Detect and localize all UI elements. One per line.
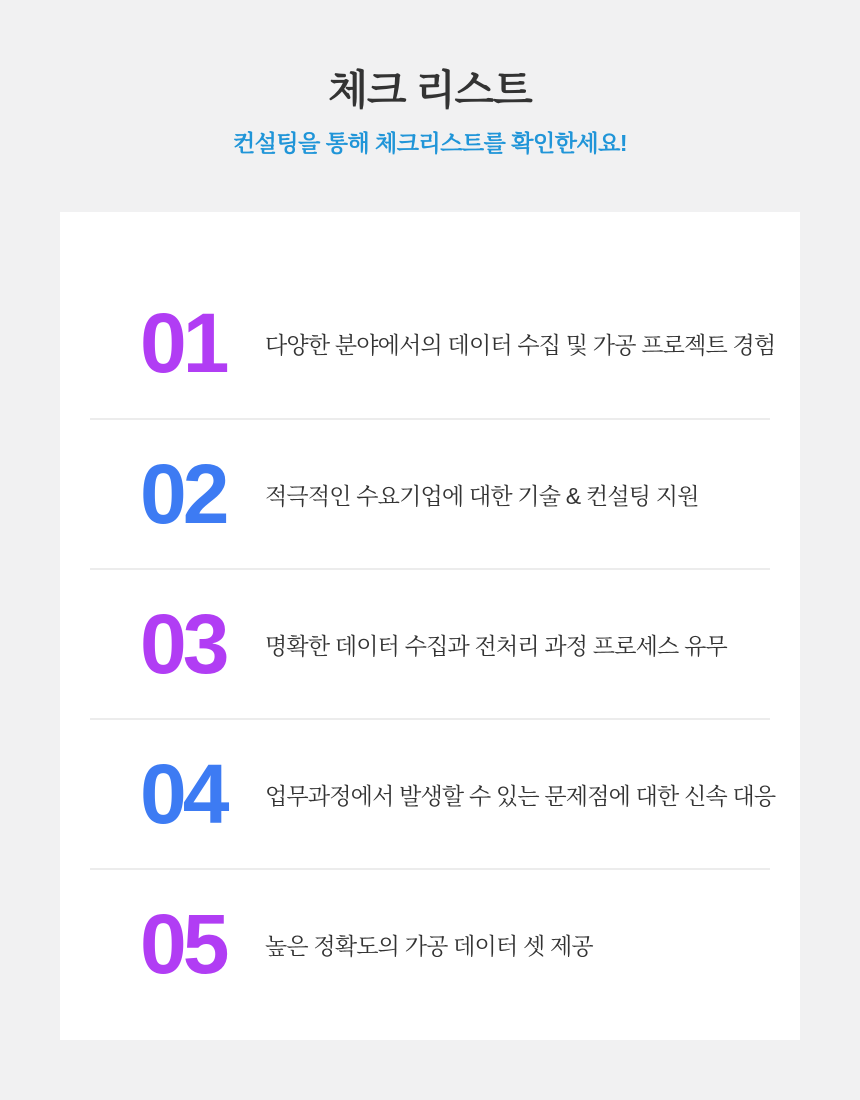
item-number: 02 — [140, 447, 226, 542]
checklist-card — [60, 212, 800, 1040]
item-number: 01 — [140, 296, 226, 391]
item-text: 다양한 분야에서의 데이터 수집 및 가공 프로젝트 경험 — [265, 331, 776, 358]
item-text: 업무과정에서 발생할 수 있는 문제점에 대한 신속 대응 — [265, 782, 776, 809]
item-text: 높은 정확도의 가공 데이터 셋 제공 — [265, 932, 593, 959]
item-text: 적극적인 수요기업에 대한 기술 & 컨설팅 지원 — [265, 482, 699, 509]
checklist-item-2 — [90, 418, 770, 568]
item-number: 04 — [140, 747, 226, 842]
page-title: 체크 리스트 — [328, 67, 532, 113]
item-number: 05 — [140, 897, 226, 992]
section-header — [0, 0, 860, 158]
item-text: 명확한 데이터 수집과 전처리 과정 프로세스 유무 — [265, 632, 727, 659]
item-number: 03 — [140, 597, 226, 692]
checklist-item-1 — [90, 268, 776, 418]
checklist-item-3 — [90, 568, 770, 718]
checklist-item-4 — [90, 718, 776, 868]
page-subtitle: 컨설팅을 통해 체크리스트를 확인한세요! — [232, 130, 628, 157]
checklist-item-5 — [90, 868, 770, 1018]
